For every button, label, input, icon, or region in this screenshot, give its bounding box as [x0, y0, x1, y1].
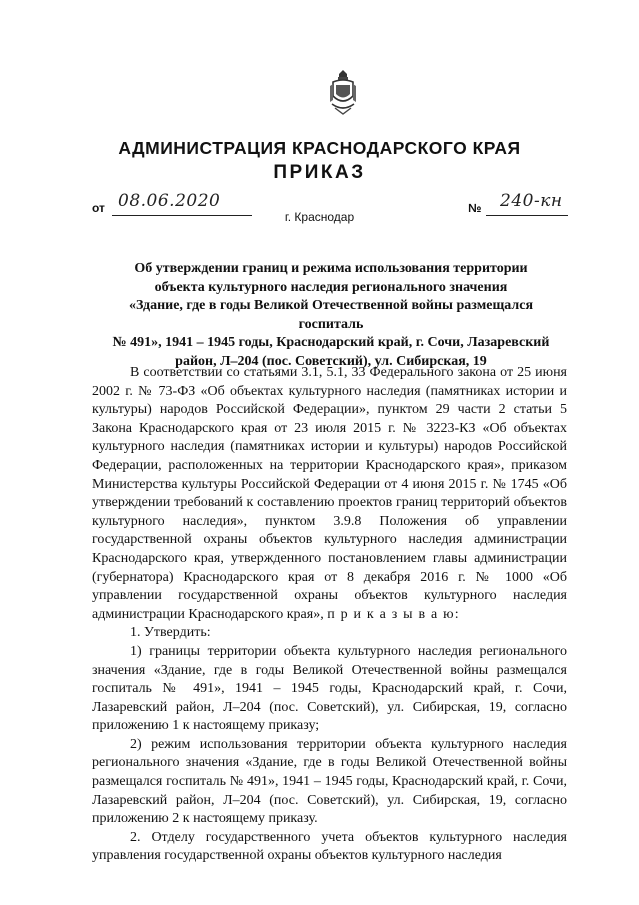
paragraph-approve: 1. Утвердить: — [130, 625, 211, 641]
title-line: № 491», 1941 – 1945 годы, Краснодарский край, г. Сочи, Лазаревский — [112, 335, 550, 351]
city-label: г. Краснодар — [284, 210, 355, 224]
paragraph-preamble — [92, 364, 567, 624]
title-line: «Здание, где в годы Великой Отечественной войны размещался госпиталь — [128, 298, 534, 332]
paragraph-item-2: 2) режим использования территории объекта культурного наследия регионального значения «Здание, где в годы Великой Отечественной войны размещался госпиталь № 491», 1941 – 1945 годы, Краснодарский край, г. Сочи, Лазаревский район, Л–204 (пос. Советский), ул. Сибирская, 19, согласно приложению 2 к настоящему приказу. — [92, 736, 567, 827]
paragraph-item-1: 1) границы территории объекта культурного наследия регионального значения «Здание, где в годы Великой Отечественной войны размещался госпиталь № 491», 1941 – 1945 годы, Краснодарский край, г. Сочи, Лазаревский район, Л–204 (пос. Советский), ул. Сибирская, 19, согласно приложению 1 к настоящему приказу; — [92, 643, 567, 734]
document-body — [92, 364, 567, 866]
preamble-text: В соответствии со статьями 3.1, 5.1, 33 Федерального закона от 25 июня 2002 г. № 73-ФЗ «Об объектах культурного наследия (памятниках истории и культуры) народов Российской Федерации», пунктом 29 части 2 статьи 5 Закона Краснодарского края от 23 июля 2015 г. № 3223-КЗ «Об объектах культурного наследия (памятниках истории и культуры) народов Российской Федерации, расположенных на территории Краснодарского края», приказом Министерства культуры Российской Федерации от 4 июня 2015 г. № 1745 «Об утверждении требований к составлению проектов границ территорий объектов культурного наследия», пунктом 3.9.8 Положения об управлении государственной охраны объектов культурного наследия администрации Краснодарского края, утвержденного постановлением главы администрации (губернатора) Краснодарского края от 8 декабря 2016 г. № 1000 «Об управлении государственной охраны объектов культурного наследия администрации Краснодарского края», — [92, 365, 567, 622]
order-word: п р и к а з ы в а ю: — [327, 606, 460, 622]
krasnodar-coat-of-arms-icon — [329, 70, 357, 116]
title-line: район, Л–204 (пос. Советский), ул. Сибирская, 19 — [175, 353, 487, 369]
date-label: от — [92, 201, 105, 215]
title-line: объекта культурного наследия регионального значения — [154, 279, 508, 295]
number-value: 240-кн — [500, 191, 563, 211]
title-line: Об утверждении границ и режима использования территории — [134, 261, 528, 276]
document-title — [100, 260, 562, 372]
number-label: № — [468, 201, 482, 215]
date-value: 08.06.2020 — [118, 191, 221, 211]
paragraph-department: 2. Отделу государственного учета объектов культурного наследия управления государственной охраны объектов культурного наследия — [92, 829, 567, 864]
document-type: ПРИКАЗ — [273, 162, 366, 183]
administration-title: АДМИНИСТРАЦИЯ КРАСНОДАРСКОГО КРАЯ — [118, 138, 521, 158]
